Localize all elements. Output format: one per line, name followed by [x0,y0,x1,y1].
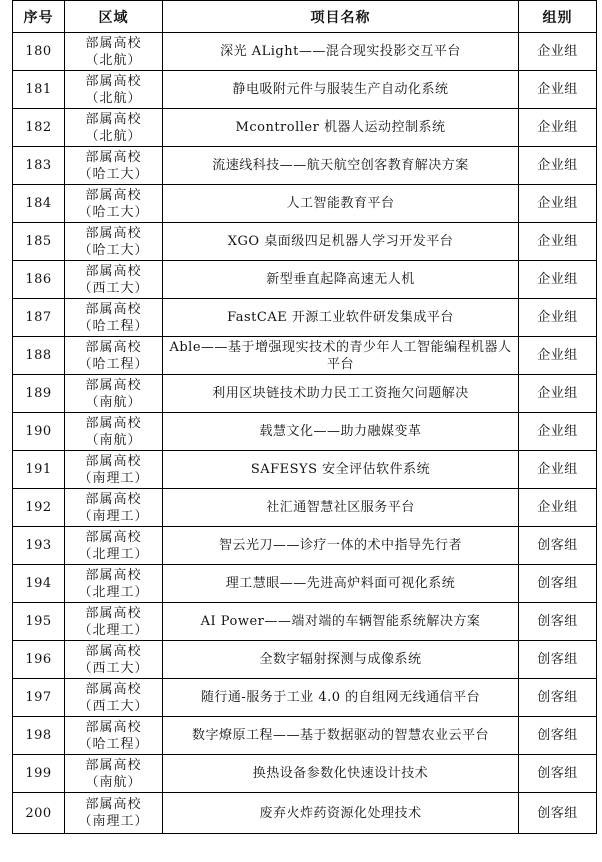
row-group: 创客组 [519,641,597,679]
header-row [13,1,597,33]
table-row [13,261,597,299]
row-region [65,413,163,451]
region-category: 部属高校 [85,453,142,469]
row-number: 182 [13,109,65,147]
header-group: 组别 [519,1,597,33]
table-row [13,679,597,717]
row-region [65,489,163,527]
row-group: 企业组 [519,489,597,527]
region-school: （北理工） [78,622,149,638]
row-project-name: 流速线科技——航天航空创客教育解决方案 [163,147,519,185]
row-group: 企业组 [519,413,597,451]
region-school: （哈工程） [78,736,149,752]
row-project-name: 随行通-服务于工业 4.0 的自组网无线通信平台 [163,679,519,717]
table-row [13,71,597,109]
table-row [13,337,597,375]
row-number: 198 [13,717,65,755]
region-school: （北航） [85,128,142,144]
table-row [13,717,597,755]
region-school: （西工大） [78,660,149,676]
region-school: （哈工程） [78,318,149,334]
row-project-name: 深光 ALight——混合现实投影交互平台 [163,33,519,71]
table-row [13,641,597,679]
region-school: （哈工大） [78,166,149,182]
row-number: 195 [13,603,65,641]
row-project-name: 废弃火炸药资源化处理技术 [163,793,519,834]
table-row [13,299,597,337]
row-group: 企业组 [519,299,597,337]
table-row [13,527,597,565]
row-region [65,299,163,337]
row-region [65,527,163,565]
row-number: 194 [13,565,65,603]
region-school: （北航） [85,52,142,68]
region-school: （西工大） [78,280,149,296]
region-category: 部属高校 [85,149,142,165]
region-school: （南航） [85,394,142,410]
region-category: 部属高校 [85,263,142,279]
row-group: 企业组 [519,185,597,223]
table-row [13,413,597,451]
row-project-name: FastCAE 开源工业软件研发集成平台 [163,299,519,337]
region-category: 部属高校 [85,415,142,431]
row-region [65,147,163,185]
table-row [13,185,597,223]
region-category: 部属高校 [85,719,142,735]
row-region [65,185,163,223]
row-project-name: 数字燎原工程——基于数据驱动的智慧农业云平台 [163,717,519,755]
row-region [65,451,163,489]
table-row [13,451,597,489]
table-row [13,489,597,527]
row-group: 创客组 [519,679,597,717]
project-table [12,0,597,834]
row-region [65,33,163,71]
row-group: 企业组 [519,261,597,299]
row-group: 企业组 [519,375,597,413]
row-region [65,109,163,147]
row-group: 企业组 [519,71,597,109]
region-category: 部属高校 [85,187,142,203]
row-number: 196 [13,641,65,679]
row-project-name: 智云光刀——诊疗一体的术中指导先行者 [163,527,519,565]
row-group: 创客组 [519,755,597,793]
row-project-name: Able——基于增强现实技术的青少年人工智能编程机器人平台 [163,337,519,375]
region-category: 部属高校 [85,111,142,127]
row-project-name: AI Power——端对端的车辆智能系统解决方案 [163,603,519,641]
region-school: （北航） [85,90,142,106]
row-number: 185 [13,223,65,261]
row-region [65,337,163,375]
region-category: 部属高校 [85,757,142,773]
row-group: 企业组 [519,223,597,261]
row-region [65,717,163,755]
region-school: （南理工） [78,470,149,486]
region-category: 部属高校 [85,643,142,659]
row-number: 183 [13,147,65,185]
row-number: 180 [13,33,65,71]
row-region [65,679,163,717]
row-number: 197 [13,679,65,717]
row-number: 189 [13,375,65,413]
row-group: 企业组 [519,147,597,185]
row-number: 186 [13,261,65,299]
row-group: 企业组 [519,451,597,489]
table-row [13,375,597,413]
header-region: 区域 [65,1,163,33]
region-category: 部属高校 [85,339,142,355]
row-group: 企业组 [519,33,597,71]
row-project-name: Mcontroller 机器人运动控制系统 [163,109,519,147]
row-project-name: 人工智能教育平台 [163,185,519,223]
row-project-name: SAFESYS 安全评估软件系统 [163,451,519,489]
region-school: （哈工大） [78,204,149,220]
row-number: 187 [13,299,65,337]
table-row [13,565,597,603]
row-group: 企业组 [519,109,597,147]
table-row [13,755,597,793]
region-school: （西工大） [78,698,149,714]
row-group: 企业组 [519,337,597,375]
region-school: （北理工） [78,584,149,600]
row-number: 181 [13,71,65,109]
table-row [13,33,597,71]
row-group: 创客组 [519,527,597,565]
region-school: （哈工大） [78,242,149,258]
table-row [13,603,597,641]
row-number: 192 [13,489,65,527]
header-project: 项目名称 [163,1,519,33]
row-number: 191 [13,451,65,489]
row-region [65,375,163,413]
row-number: 190 [13,413,65,451]
region-category: 部属高校 [85,605,142,621]
row-project-name: 静电吸附元件与服装生产自动化系统 [163,71,519,109]
table-row [13,109,597,147]
row-number: 184 [13,185,65,223]
region-category: 部属高校 [85,681,142,697]
row-region [65,793,163,834]
table-row [13,147,597,185]
row-group: 创客组 [519,793,597,834]
row-number: 199 [13,755,65,793]
row-project-name: 新型垂直起降高速无人机 [163,261,519,299]
region-school: （南航） [85,774,142,790]
row-project-name: 理工慧眼——先进高炉料面可视化系统 [163,565,519,603]
region-category: 部属高校 [85,529,142,545]
region-category: 部属高校 [85,567,142,583]
region-category: 部属高校 [85,301,142,317]
row-group: 创客组 [519,717,597,755]
region-category: 部属高校 [85,225,142,241]
row-region [65,223,163,261]
row-region [65,755,163,793]
row-group: 创客组 [519,603,597,641]
row-region [65,641,163,679]
row-number: 188 [13,337,65,375]
row-project-name: 利用区块链技术助力民工工资拖欠问题解决 [163,375,519,413]
row-region [65,565,163,603]
region-school: （北理工） [78,546,149,562]
row-number: 193 [13,527,65,565]
row-project-name: 全数字辐射探测与成像系统 [163,641,519,679]
region-school: （南理工） [78,814,149,829]
row-project-name: 社汇通智慧社区服务平台 [163,489,519,527]
row-region [65,71,163,109]
region-category: 部属高校 [85,491,142,507]
header-no: 序号 [13,1,65,33]
table-row [13,223,597,261]
region-category: 部属高校 [85,35,142,51]
row-region [65,603,163,641]
row-number: 200 [13,793,65,834]
region-school: （哈工程） [78,356,149,372]
region-category: 部属高校 [85,377,142,393]
region-category: 部属高校 [85,73,142,89]
row-group: 创客组 [519,565,597,603]
row-project-name: 载慧文化——助力融媒变革 [163,413,519,451]
row-region [65,261,163,299]
region-school: （南航） [85,432,142,448]
row-project-name: XGO 桌面级四足机器人学习开发平台 [163,223,519,261]
region-school: （南理工） [78,508,149,524]
table-row [13,793,597,834]
row-project-name: 换热设备参数化快速设计技术 [163,755,519,793]
region-category: 部属高校 [85,797,142,812]
